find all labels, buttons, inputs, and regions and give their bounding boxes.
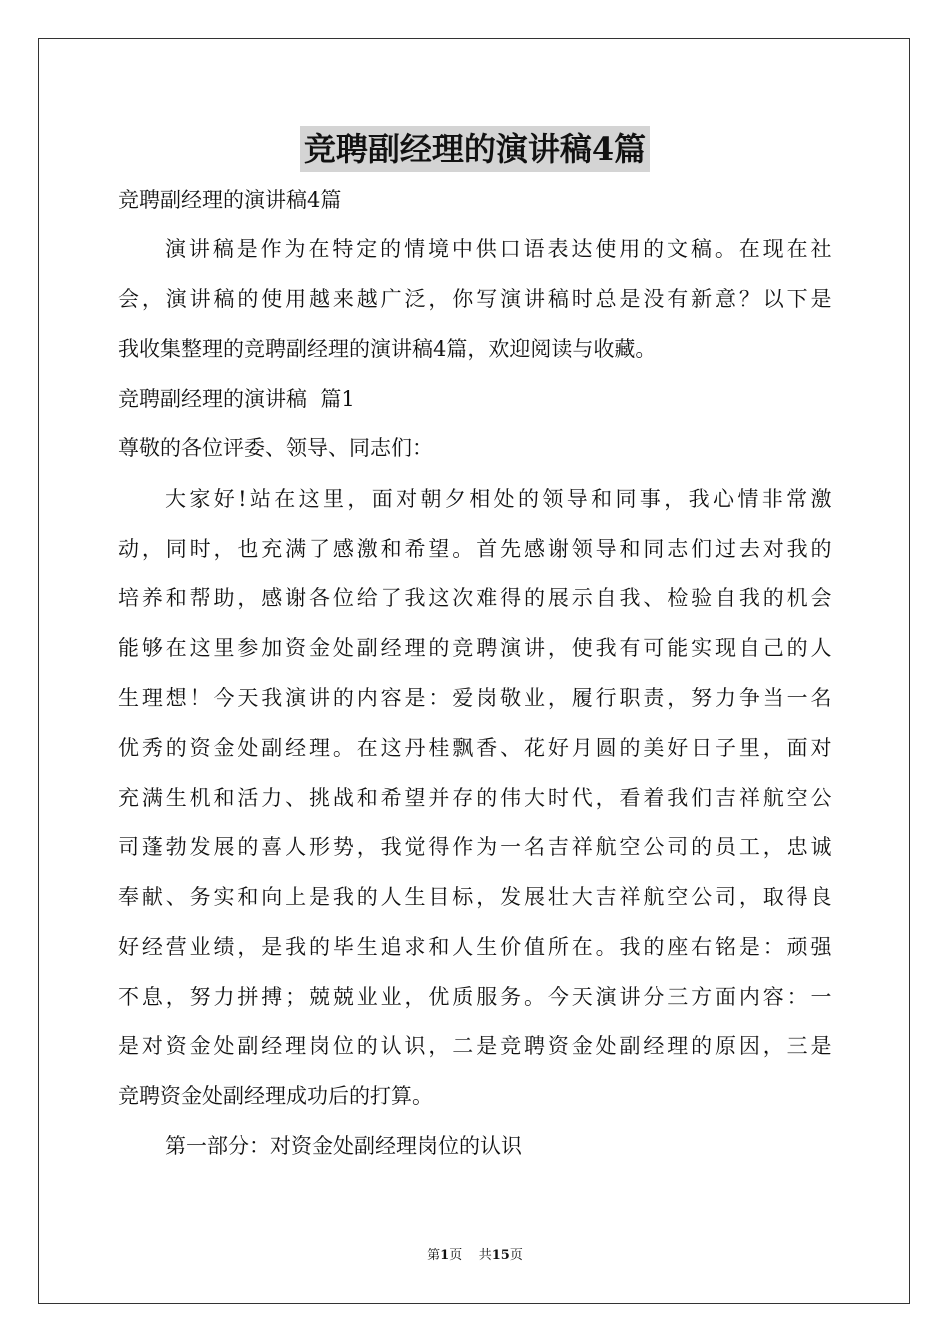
footer-page-mid: 页 共 [449, 1248, 492, 1263]
intro-line-3: 我收集整理的竞聘副经理的演讲稿4篇，欢迎阅读与收藏。 [118, 337, 657, 361]
body-line-2: 动，同时，也充满了感激和希望。首先感谢领导和同志们过去对我的 [118, 537, 832, 561]
body-line-9: 奉献、务实和向上是我的人生目标，发展壮大吉祥航空公司，取得良 [118, 885, 832, 909]
body-line-12: 是对资金处副经理岗位的认识，二是竞聘资金处副经理的原因，三是 [118, 1034, 832, 1058]
body-line-11: 不息，努力拼搏；兢兢业业，优质服务。今天演讲分三方面内容：一 [118, 985, 832, 1009]
page-footer [0, 1247, 950, 1265]
intro-line-1: 演讲稿是作为在特定的情境中供口语表达使用的文稿。在现在社 [165, 237, 832, 261]
body-line-10: 好经营业绩，是我的毕生追求和人生价值所在。我的座右铭是：顽强 [118, 935, 832, 959]
document-subtitle: 竞聘副经理的演讲稿4篇 [118, 188, 342, 212]
part-heading: 第一部分：对资金处副经理岗位的认识 [165, 1134, 522, 1158]
footer-page-prefix: 第 [427, 1248, 441, 1263]
body-line-8: 司蓬勃发展的喜人形势，我觉得作为一名吉祥航空公司的员工，忠诚 [118, 835, 832, 859]
body-line-4: 能够在这里参加资金处副经理的竞聘演讲，使我有可能实现自己的人 [118, 636, 832, 660]
footer-page-number: 1 [440, 1248, 450, 1263]
body-line-7: 充满生机和活力、挑战和希望并存的伟大时代，看着我们吉祥航空公 [118, 786, 832, 810]
intro-line-2: 会，演讲稿的使用越来越广泛，你写演讲稿时总是没有新意？以下是 [118, 287, 832, 311]
document-title: 竞聘副经理的演讲稿4篇 [300, 126, 650, 172]
page-border [38, 38, 910, 1304]
body-line-5: 生理想！今天我演讲的内容是：爱岗敬业，履行职责，努力争当一名 [118, 686, 832, 710]
footer-page-suffix: 页 [509, 1248, 523, 1263]
body-line-3: 培养和帮助，感谢各位给了我这次难得的展示自我、检验自我的机会 [118, 586, 832, 610]
body-line-6: 优秀的资金处副经理。在这丹桂飘香、花好月圆的美好日子里，面对 [118, 736, 832, 760]
salutation: 尊敬的各位评委、领导、同志们： [118, 436, 433, 460]
body-line-1: 大家好!站在这里，面对朝夕相处的领导和同事，我心情非常激 [165, 487, 832, 511]
footer-page-total: 15 [491, 1248, 510, 1263]
body-line-13: 竞聘资金处副经理成功后的打算。 [118, 1084, 433, 1108]
section-heading: 竞聘副经理的演讲稿 篇1 [118, 387, 355, 411]
title-container [0, 126, 950, 172]
